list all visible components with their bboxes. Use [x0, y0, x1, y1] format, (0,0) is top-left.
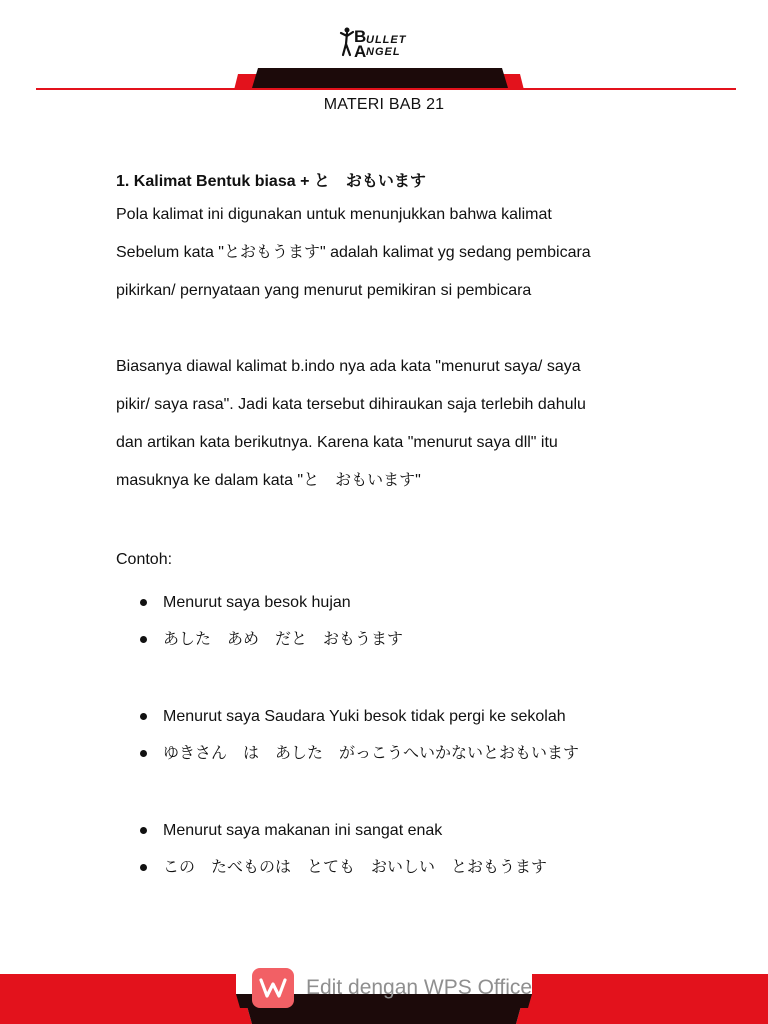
- wps-logo: [252, 968, 294, 1008]
- paragraph-line: Sebelum kata "とおもうます" adalah kalimat yg sedang pembicara: [116, 244, 591, 261]
- wps-watermark[interactable]: Edit dengan WPS Office: [306, 976, 533, 999]
- example-indonesian: Menurut saya Saudara Yuki besok tidak pergi ke sekolah: [163, 708, 566, 725]
- example-indonesian: Menurut saya besok hujan: [163, 594, 351, 611]
- examples-list: [116, 698, 676, 772]
- paragraph-line: dan artikan kata berikutnya. Karena kata "menurut saya dll" itu: [116, 434, 558, 451]
- document-title: MATERI BAB 21: [323, 96, 445, 113]
- paragraph-line: Biasanya diawal kalimat b.indo nya ada kata "menurut saya/ saya: [116, 358, 581, 375]
- list-item: [116, 584, 676, 621]
- example-indonesian: Menurut saya makanan ini sangat enak: [163, 822, 443, 839]
- bullet-icon: [140, 750, 147, 757]
- logo-line1: ULLET: [366, 34, 407, 46]
- paragraph-line: Pola kalimat ini digunakan untuk menunjukkan bahwa kalimat: [116, 206, 552, 223]
- paragraph-line: pikirkan/ pernyataan yang menurut pemikiran si pembicara: [116, 282, 532, 299]
- bullet-icon: [140, 827, 147, 834]
- logo-line2: NGEL: [366, 46, 401, 58]
- header-bar: [0, 66, 768, 92]
- list-item: [116, 812, 676, 849]
- example-japanese: あした あめ だと おもうます: [163, 631, 404, 648]
- paragraph-line: masuknya ke dalam kata "と おもいます": [116, 472, 421, 489]
- examples-list: [116, 812, 676, 886]
- list-item: [116, 849, 676, 886]
- paragraph-line: pikir/ saya rasa". Jadi kata tersebut dihiraukan saja terlebih dahulu: [116, 396, 586, 413]
- list-item: [116, 698, 676, 735]
- example-japanese: この たべものは とても おいしい とおもうます: [163, 859, 548, 876]
- example-japanese: ゆきさん は あした がっこうへいかないとおもいます: [163, 745, 580, 762]
- bullet-icon: [140, 636, 147, 643]
- examples-list: [116, 584, 676, 658]
- svg-text:A: A: [354, 42, 367, 60]
- svg-text:B: B: [354, 27, 367, 46]
- bullet-icon: [140, 713, 147, 720]
- list-item: [116, 735, 676, 772]
- wps-w-icon: [259, 977, 287, 999]
- bullet-icon: [140, 864, 147, 871]
- examples-label: Contoh:: [116, 551, 173, 568]
- bullet-angel-logo: [338, 24, 428, 60]
- document-body: [116, 168, 676, 886]
- bullet-icon: [140, 599, 147, 606]
- section-heading: 1. Kalimat Bentuk biasa + と おもいます: [116, 173, 426, 190]
- list-item: [116, 621, 676, 658]
